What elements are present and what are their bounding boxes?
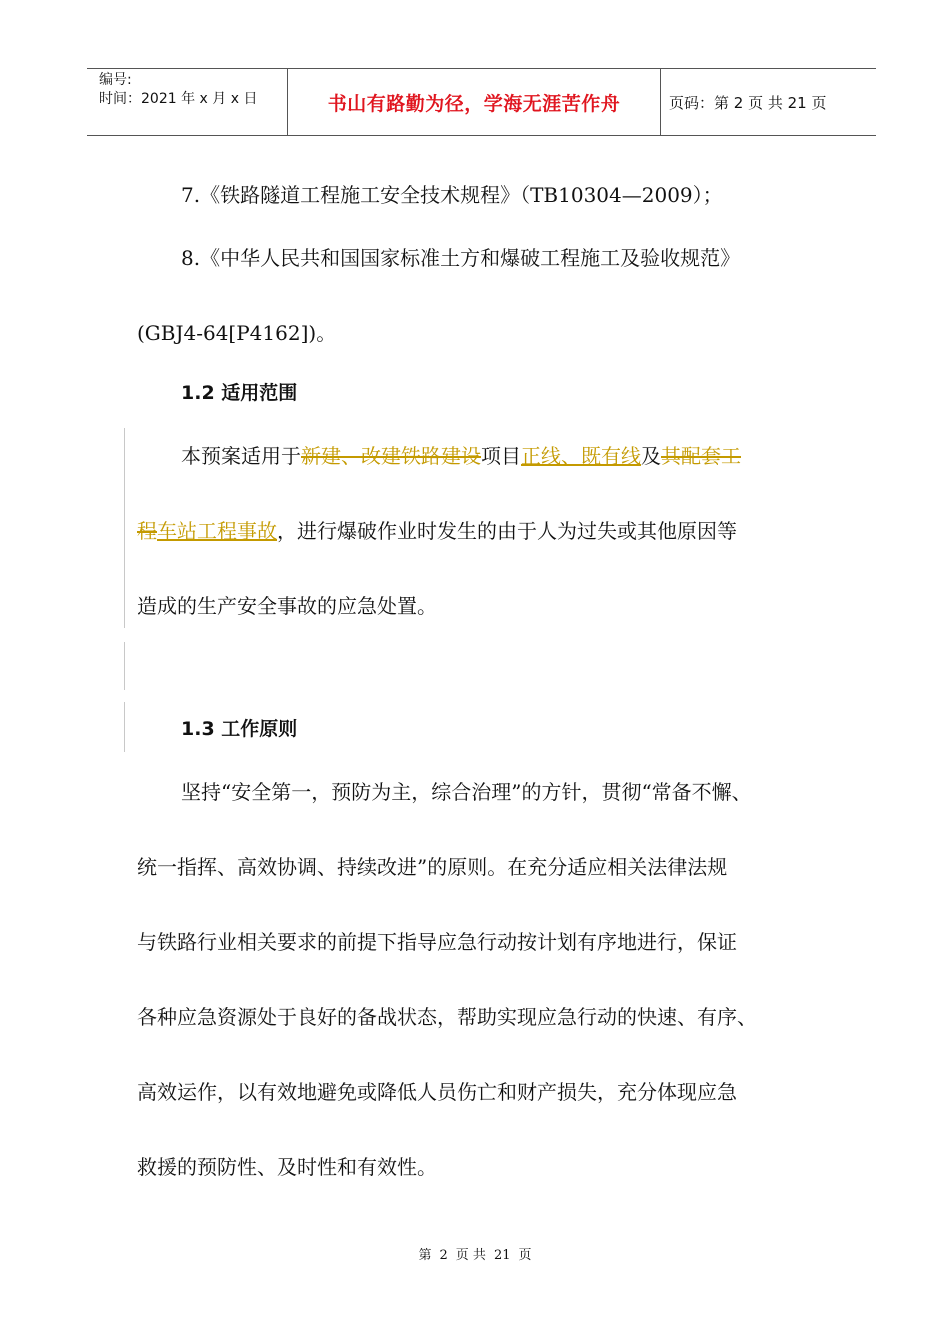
- footer-prefix: 第: [418, 1248, 432, 1263]
- scope-line-2: [137, 516, 737, 546]
- time-label: 时间：2021 年 x 月 x 日: [99, 91, 258, 107]
- footer-page-number: 2: [439, 1248, 448, 1263]
- scope-text: 及: [641, 444, 661, 468]
- inserted-text: 正线、既有线: [521, 444, 641, 468]
- reference-8-code: (GBJ4-64[P4162])。: [137, 321, 337, 345]
- principle-line-6: 救援的预防性、及时性和有效性。: [137, 1155, 437, 1179]
- header-page-cell: [661, 69, 876, 135]
- footer-total: 21: [493, 1248, 511, 1263]
- principle-line-4: 各种应急资源处于良好的备战状态，帮助实现应急行动的快速、有序、: [137, 1005, 757, 1029]
- section-heading-1-3: 1.3 工作原则: [181, 718, 298, 740]
- reference-7: 7.《铁路隧道工程施工安全技术规程》（TB10304—2009）；: [181, 183, 723, 207]
- page-header: [87, 68, 876, 136]
- revision-bar: [124, 642, 125, 690]
- scope-line-1: [181, 441, 741, 471]
- principle-line-5: 高效运作，以有效地避免或降低人员伤亡和财产损失，充分体现应急: [137, 1080, 737, 1104]
- footer-suffix: 页: [518, 1248, 532, 1263]
- principle-line-2: 统一指挥、高效协调、持续改进”的原则。在充分适应相关法律法规: [137, 855, 728, 879]
- section-heading-1-2: 1.2 适用范围: [181, 382, 298, 404]
- revision-bar: [124, 702, 125, 752]
- revision-bar: [124, 428, 125, 628]
- header-motto-cell: [287, 69, 661, 135]
- number-label: 编号:: [99, 72, 132, 88]
- deleted-text: 其配套工: [661, 444, 741, 468]
- page-footer: [0, 1244, 950, 1263]
- scope-text: 本预案适用于: [181, 444, 301, 468]
- deleted-text: 程: [137, 519, 157, 543]
- scope-text: 项目: [481, 444, 521, 468]
- principle-line-3: 与铁路行业相关要求的前提下指导应急行动按计划有序地进行，保证: [137, 930, 737, 954]
- principle-line-1: 坚持“安全第一，预防为主，综合治理”的方针，贯彻“常备不懈、: [181, 780, 752, 804]
- header-meta: [87, 69, 287, 135]
- deleted-text: 新建、改建铁路建设: [301, 444, 481, 468]
- page-label: 页码：第 2 页 共 21 页: [669, 93, 827, 112]
- scope-text: ，进行爆破作业时发生的由于人为过失或其他原因等: [277, 519, 737, 543]
- motto: 书山有路勤为径，学海无涯苦作舟: [327, 92, 621, 115]
- inserted-text: 车站工程事故: [157, 519, 277, 543]
- footer-mid: 页 共: [455, 1248, 486, 1263]
- reference-8: 8.《中华人民共和国国家标准土方和爆破工程施工及验收规范》: [181, 246, 741, 270]
- scope-line-3: 造成的生产安全事故的应急处置。: [137, 594, 437, 618]
